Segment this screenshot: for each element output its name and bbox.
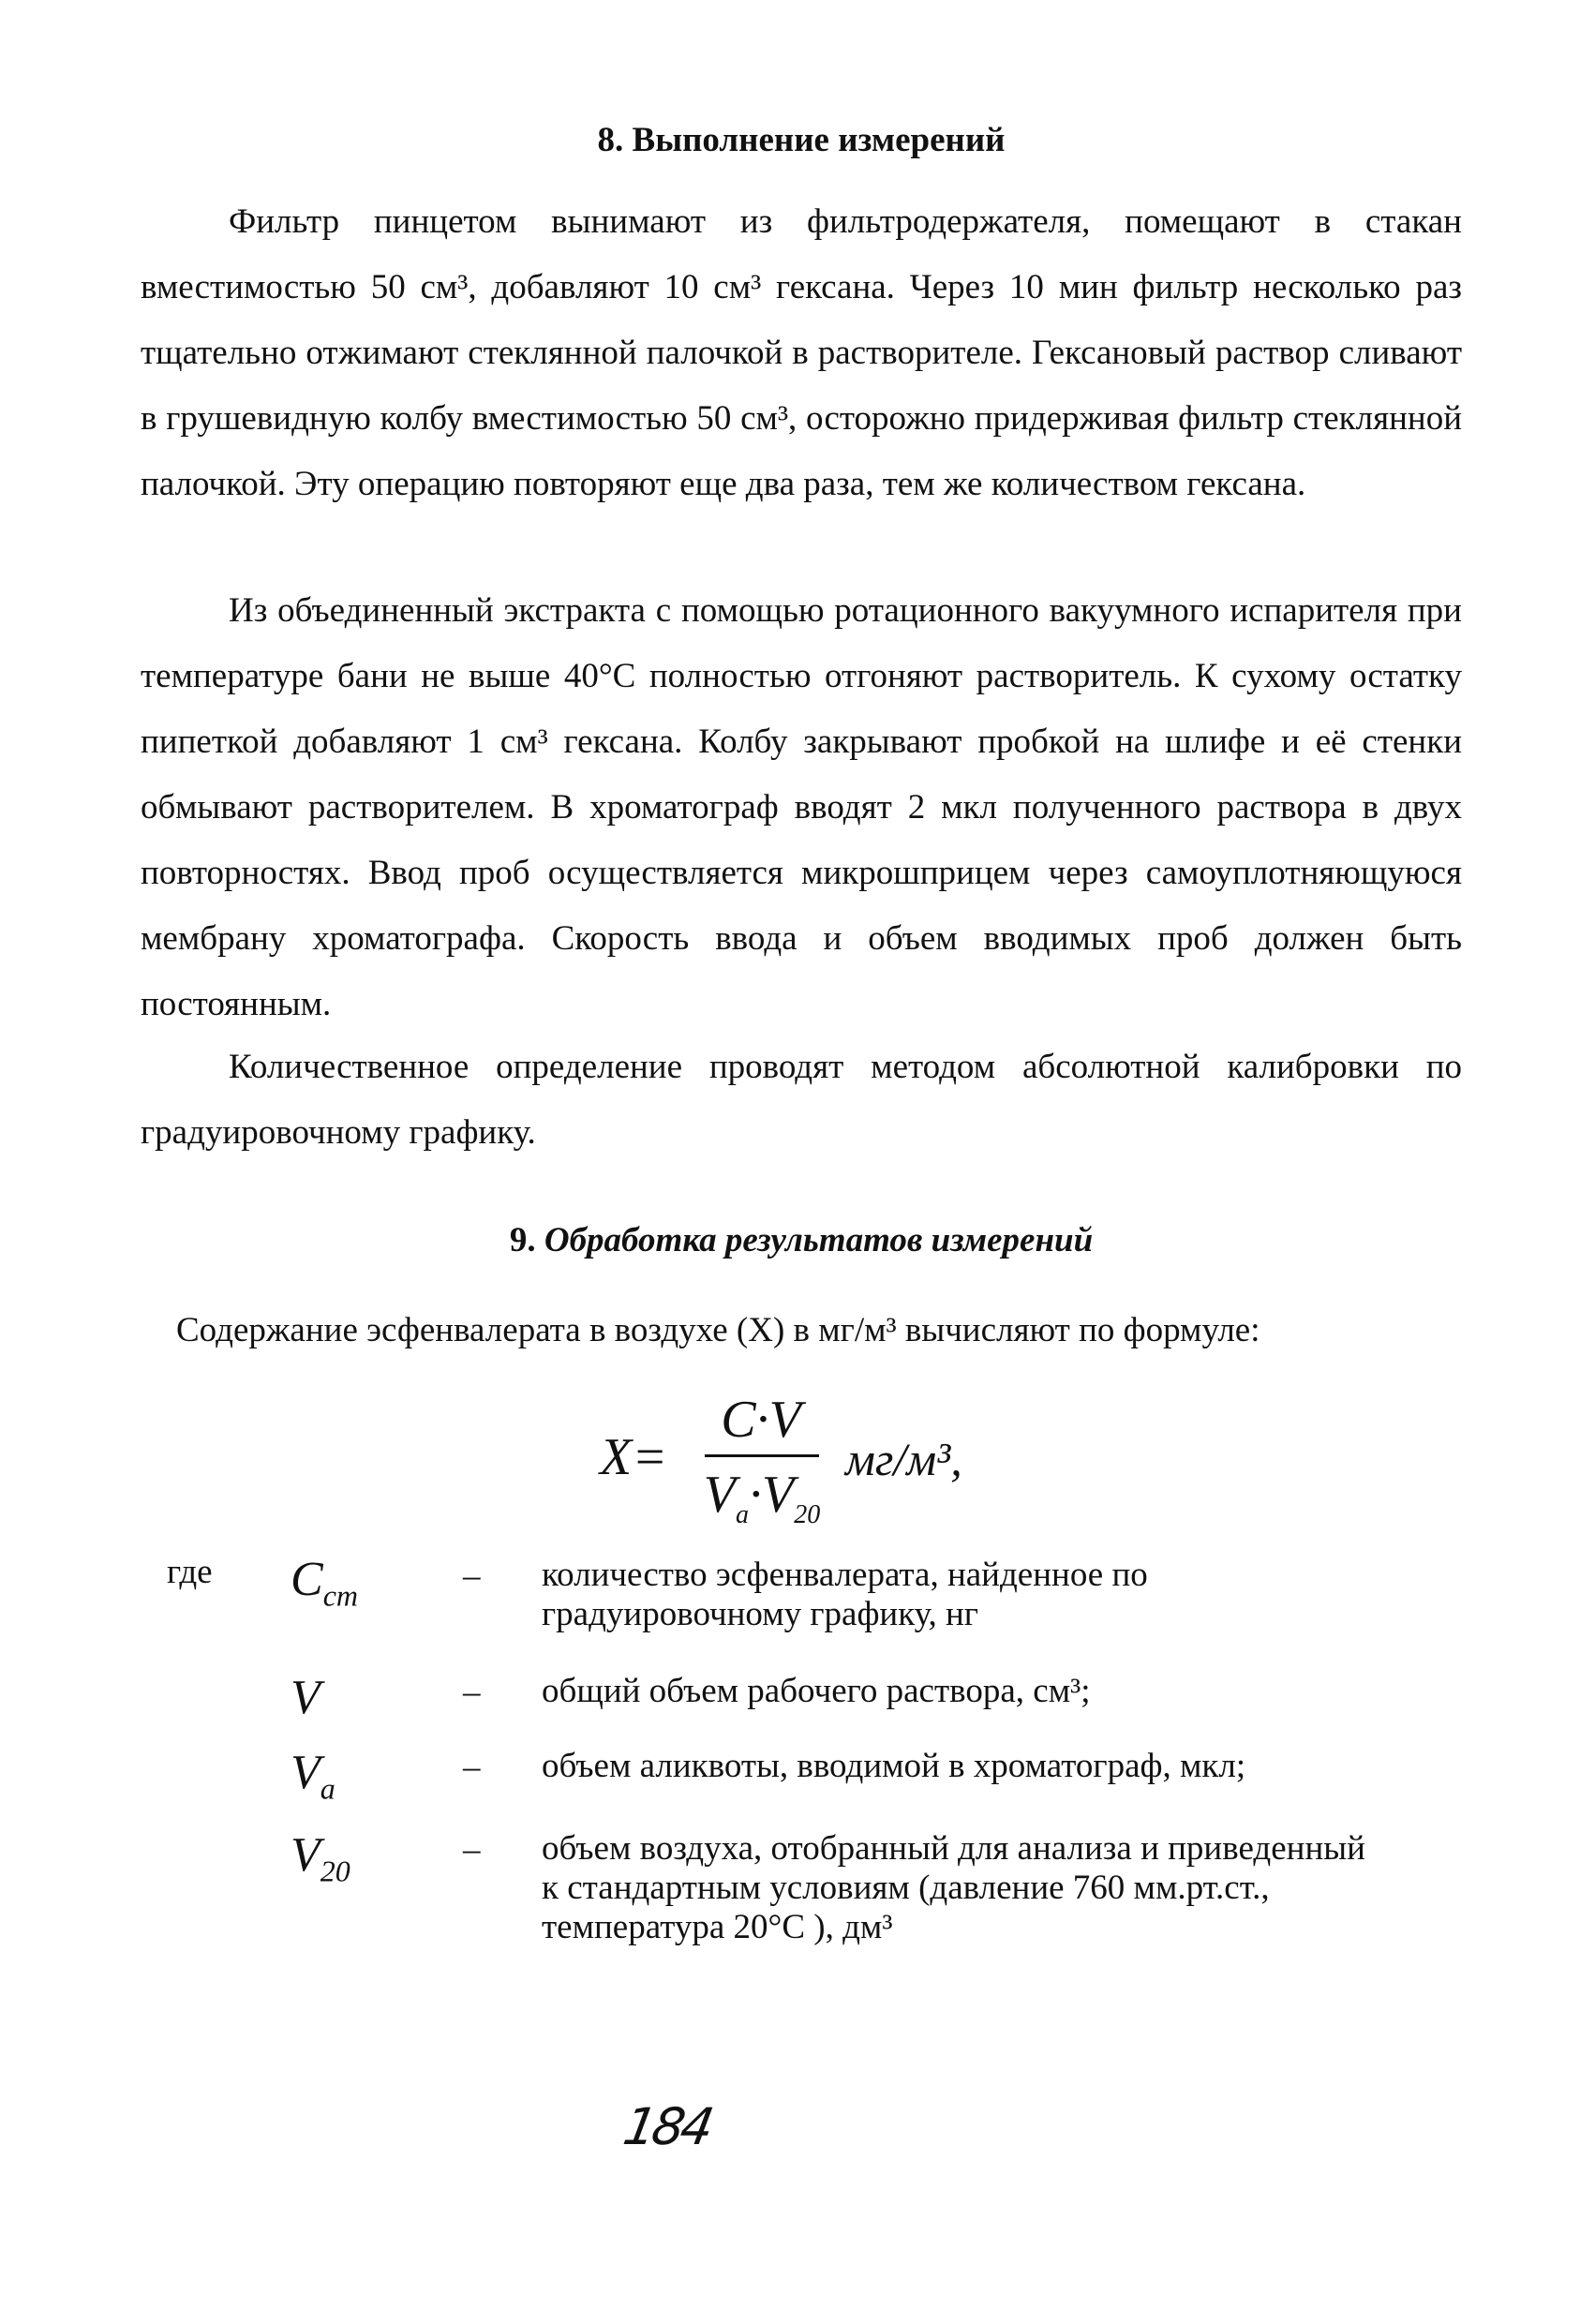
- definition-dash: –: [463, 1830, 481, 1869]
- definition-dash: –: [463, 1557, 481, 1595]
- where-label: где: [167, 1553, 213, 1591]
- formula-denominator: $V_a\cdot V_{20}$: [703, 1466, 821, 1530]
- section-9-title: Обработка результатов измерений: [544, 1221, 1094, 1259]
- symbol-v: V: [291, 1671, 320, 1724]
- section-8-heading: 8. Выполнение измерений: [597, 121, 1006, 159]
- paragraph-evaporation-injection: Из объединенный экстракта с помощью ротационного вакуумного испарителя при температуре бани не выше 40°С полностью отгоняют растворитель. К сухому остатку пипеткой добавляют 1 см³ гексана. Колбу закрывают пробкой на шлифе и её стенки обмывают растворителем. В хроматограф вводят 2 мкл полученного раствора в двух повторностях. Ввод проб осуществляется микрошприцем через самоуплотняющуюся мембрану хроматографа. Скорость ввода и объем вводимых проб должен быть постоянным.: [141, 591, 1462, 1023]
- definition-v-20: объем воздуха, отобранный для анализа и приведенный к стандартным условиям (давление 760 мм.рт.ст., температура 20°С ), дм³: [542, 1829, 1365, 1946]
- definition-dash: –: [463, 1673, 481, 1711]
- definition-dash: –: [463, 1748, 481, 1786]
- paragraph-calibration: Количественное определение проводят методом абсолютной калибровки по градуировочному графику.: [141, 1048, 1462, 1152]
- fraction-bar: [705, 1454, 819, 1457]
- formula-numerator: C·V: [721, 1391, 801, 1449]
- formula-units: мг/м³,: [845, 1433, 962, 1485]
- formula-intro: Содержание эсфенвалерата в воздухе (X) в мг/м³ вычисляют по формуле:: [176, 1311, 1260, 1349]
- symbol-v-a: $V_a$: [291, 1746, 335, 1806]
- paragraph-filter-extraction: Фильтр пинцетом вынимают из фильтродержателя, помещают в стакан вместимостью 50 см³, добавляют 10 см³ гексана. Через 10 мин фильтр несколько раз тщательно отжимают стеклянной палочкой в растворителе. Гексановый раствор сливают в грушевидную колбу вместимостью 50 см³, осторожно придерживая фильтр стеклянной палочкой. Эту операцию повторяют еще два раза, тем же количеством гексана.: [141, 202, 1462, 503]
- symbol-v-20: $V_{20}$: [291, 1828, 350, 1888]
- section-9-heading: [141, 1220, 1462, 1261]
- concentration-formula: [600, 1392, 1068, 1542]
- definition-v: общий объем рабочего раствора, см³;: [542, 1672, 1091, 1710]
- definition-c-st: количество эсфенвалерата, найденное по градуировочному графику, нг: [542, 1556, 1148, 1633]
- section-9-number: 9.: [509, 1221, 536, 1259]
- handwritten-page-number: 184: [619, 2097, 715, 2156]
- definition-v-a: объем аликвоты, вводимой в хроматограф, мкл;: [542, 1747, 1246, 1785]
- symbol-c-st: $C_{ст}$: [291, 1553, 358, 1613]
- formula-lhs: X=: [600, 1428, 667, 1486]
